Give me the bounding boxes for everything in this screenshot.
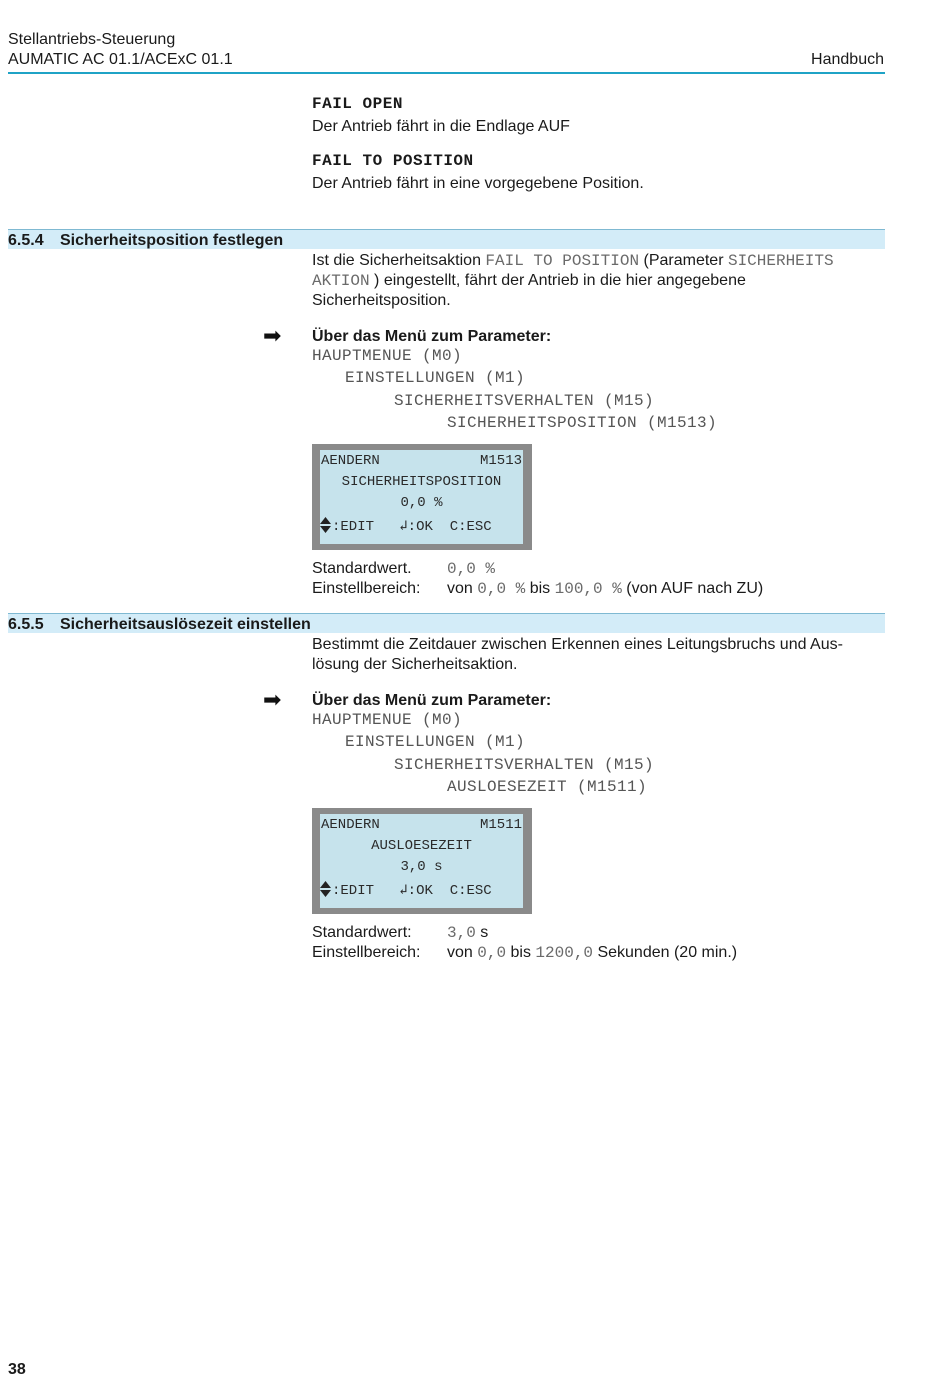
- fail-to-position-desc: Der Antrieb fährt in eine vorgegebene Position.: [312, 175, 644, 192]
- fail-open-desc: Der Antrieb fährt in die Endlage AUF: [312, 118, 570, 135]
- section-654-intro-line1: Ist die Sicherheitsaktion FAIL TO POSITION (Parameter SICHERHEITS: [312, 252, 834, 270]
- range-min: 0,0 %: [477, 580, 526, 598]
- default-value-row: [312, 923, 488, 943]
- lcd-code: M1511: [479, 817, 522, 833]
- section-655-intro-line1: Bestimmt die Zeitdauer zwischen Erkennen eines Leitungsbruchs und Aus-: [312, 636, 843, 653]
- range-max: 1200,0: [535, 944, 594, 962]
- default-value: 0,0 %: [447, 560, 496, 578]
- default-unit: s: [475, 924, 489, 941]
- range-row: Einstellbereich: von 0,0 bis 1200,0 Sekunden (20 min.): [312, 944, 738, 962]
- lcd-screen: [320, 814, 523, 908]
- fail-to-position-title: FAIL TO POSITION: [312, 152, 474, 170]
- lcd-edit: :EDIT: [332, 883, 375, 899]
- range-label: Einstellbereich:: [312, 944, 421, 961]
- section-655-intro-line2: lösung der Sicherheitsaktion.: [312, 656, 518, 673]
- menu-level-2: SICHERHEITSVERHALTEN (M15): [394, 392, 655, 410]
- lcd-display: [312, 444, 532, 550]
- lcd-value: 3,0 s: [400, 859, 443, 875]
- menu-level-3: SICHERHEITSPOSITION (M1513): [447, 414, 718, 432]
- menu-level-0: HAUPTMENUE (M0): [312, 711, 463, 729]
- lcd-param: AUSLOESEZEIT: [371, 838, 472, 854]
- default-label: Standardwert:: [312, 924, 412, 941]
- default-value: 3,0: [447, 924, 476, 942]
- lcd-esc: C:ESC: [449, 519, 492, 535]
- menu-level-1: EINSTELLUNGEN (M1): [345, 369, 526, 387]
- lcd-mode: AENDERN: [321, 817, 380, 833]
- lcd-param: SICHERHEITSPOSITION: [341, 474, 502, 490]
- lcd-edit: :EDIT: [332, 519, 375, 535]
- section-title: Sicherheitsauslösezeit einstellen: [60, 616, 311, 633]
- lcd-display: [312, 808, 532, 914]
- section-title: Sicherheitsposition festlegen: [60, 232, 284, 249]
- section-number: 6.5.5: [8, 616, 44, 633]
- default-label: Standardwert.: [312, 560, 412, 577]
- lcd-ok: ↲:OK: [399, 883, 433, 899]
- header-product-line: Stellantriebs-Steuerung: [8, 31, 176, 48]
- lcd-value: 0,0 %: [400, 495, 443, 511]
- section-heading-654: [8, 231, 283, 251]
- up-down-arrows-icon: [320, 517, 332, 541]
- lcd-code: M1513: [479, 453, 522, 469]
- menu-heading: Über das Menü zum Parameter:: [312, 692, 552, 709]
- section-heading-655: [8, 615, 311, 635]
- menu-level-1: EINSTELLUNGEN (M1): [345, 733, 526, 751]
- arrow-right-icon: ➡: [263, 687, 282, 712]
- menu-level-2: SICHERHEITSVERHALTEN (M15): [394, 756, 655, 774]
- default-value-row: [312, 559, 495, 579]
- lcd-screen: [320, 450, 523, 544]
- up-down-arrows-icon: [320, 881, 332, 905]
- range-label: Einstellbereich:: [312, 580, 421, 597]
- menu-heading: Über das Menü zum Parameter:: [312, 328, 552, 345]
- lcd-ok: ↲:OK: [399, 519, 433, 535]
- fail-open-title: FAIL OPEN: [312, 95, 403, 113]
- range-max: 100,0 %: [554, 580, 622, 598]
- header-rule: [8, 72, 885, 74]
- menu-level-3: AUSLOESEZEIT (M1511): [447, 778, 648, 796]
- section-654-intro-line3: Sicherheitsposition.: [312, 292, 451, 309]
- lcd-mode: AENDERN: [321, 453, 380, 469]
- range-min: 0,0: [477, 944, 507, 962]
- page-number: 38: [8, 1361, 26, 1378]
- menu-level-0: HAUPTMENUE (M0): [312, 347, 463, 365]
- arrow-right-icon: ➡: [263, 323, 282, 348]
- header-model: AUMATIC AC 01.1/ACExC 01.1: [8, 51, 233, 68]
- section-654-intro-line2: AKTION ) eingestellt, fährt der Antrieb in die hier angegebene: [312, 272, 746, 290]
- lcd-esc: C:ESC: [449, 883, 492, 899]
- header-doc-type: Handbuch: [811, 51, 884, 68]
- section-number: 6.5.4: [8, 232, 44, 249]
- range-row: Einstellbereich: von 0,0 % bis 100,0 % (von AUF nach ZU): [312, 580, 764, 598]
